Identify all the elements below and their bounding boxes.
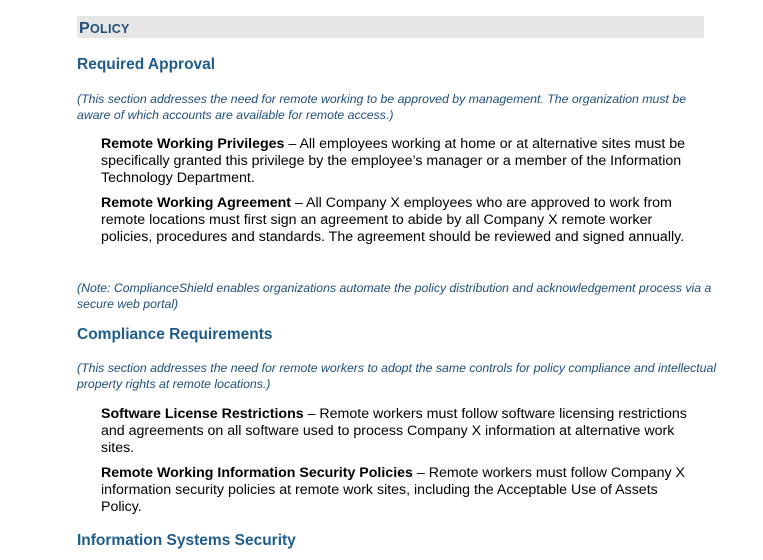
policy-heading: [77, 16, 704, 38]
section-title-compliance-requirements: Compliance Requirements: [77, 326, 273, 343]
compliance-requirements-intro: (This section addresses the need for remote workers to adopt the same controls for policy compliance and intellectual property rights at remote locations.): [77, 361, 717, 391]
item-text: – All Company X employees who are approved to work from remote locations must first sign an agreement to abide by all Company X remote worker policies, procedures and standards. The agreement should be reviewed and signed annually.: [101, 195, 685, 246]
item-text: – Remote workers must follow software licensing restrictions and agreements on all software used to process Company X information at alternative work sites.: [101, 406, 687, 457]
item-term: Remote Working Privileges: [101, 136, 285, 152]
policy-heading-rest: OLICY: [89, 22, 130, 36]
item-text: – Remote workers must follow Company X information security policies at remote work sites, including the Acceptable Use of Assets Policy.: [101, 465, 685, 516]
policy-heading-initial: P: [79, 20, 90, 37]
item-term: Remote Working Information Security Policies: [101, 465, 413, 481]
required-approval-footnote: (Note: ComplianceShield enables organizations automate the policy distribution and acknowledgement process via a secure web portal): [77, 281, 712, 311]
item-software-license-restrictions: [101, 406, 701, 458]
item-text: – All employees working at home or at alternative sites must be specifically granted this privilege by the employee’s manager or a member of the Information Technology Department.: [101, 136, 686, 187]
item-term: Remote Working Agreement: [101, 195, 291, 211]
item-remote-working-infosec-policies: [101, 465, 701, 517]
item-remote-working-agreement: [101, 195, 701, 247]
item-remote-working-privileges: [101, 136, 701, 188]
item-term: Software License Restrictions: [101, 406, 304, 422]
section-title-required-approval: Required Approval: [77, 56, 216, 73]
section-title-information-systems-security: Information Systems Security: [77, 532, 296, 549]
required-approval-intro: (This section addresses the need for remote working to be approved by management. The organization must be aware of which accounts are available for remote access.): [77, 92, 687, 122]
